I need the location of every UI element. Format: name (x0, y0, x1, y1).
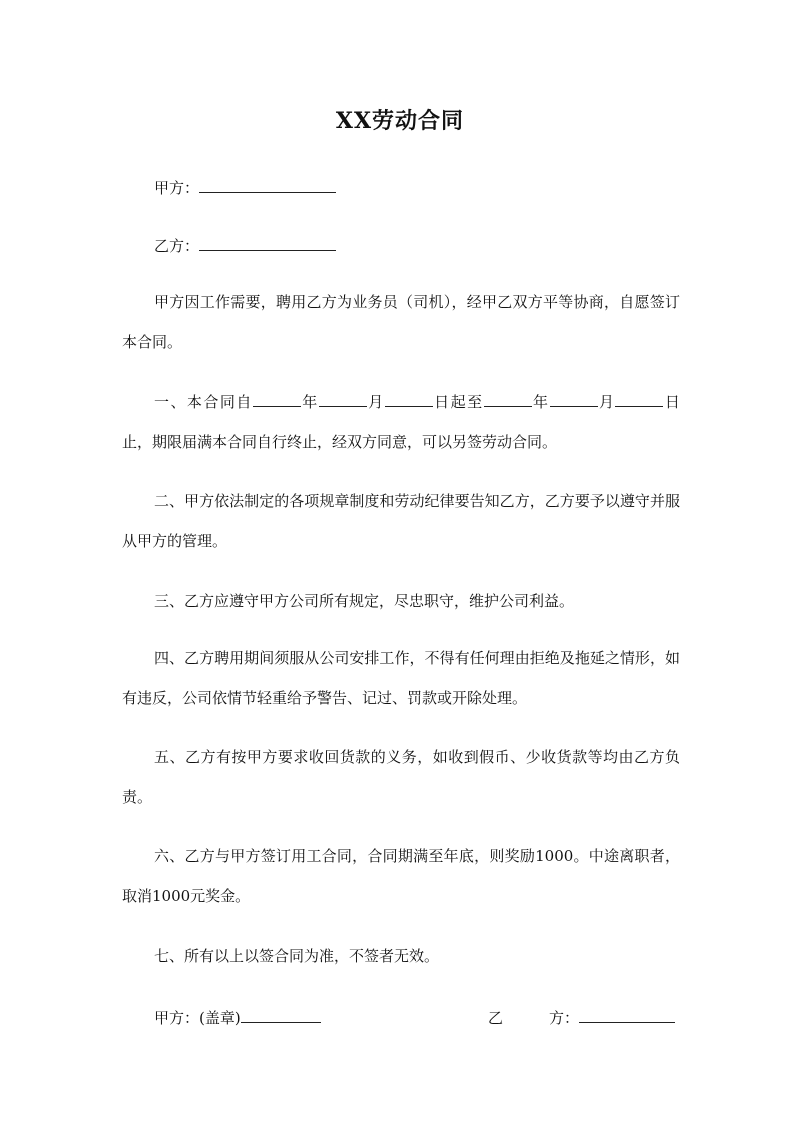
signature-a-label: 甲方：(盖章) (154, 1009, 241, 1027)
clause-1-year-end: 年 (531, 393, 550, 411)
party-a-line (154, 176, 336, 198)
clause-6-paragraph: 六、乙方与甲方签订用工合同，合同期满至年底，则奖励1000。中途离职者，取消1000元奖金。 (122, 847, 680, 905)
clause-1-year: 年 (300, 393, 319, 411)
signature-party-a (154, 1006, 321, 1028)
start-day-blank (385, 390, 433, 407)
clause-1-prefix: 一、本合同自 (154, 393, 253, 411)
start-month-blank (319, 390, 367, 407)
start-year-blank (253, 390, 301, 407)
clause-1-day-end: 日 (663, 393, 680, 411)
clause-1-day-start: 日起至 (432, 393, 484, 411)
clause-1-suffix: 止，期限届满本合同自行终止，经双方同意，可以另签劳动合同。 (122, 433, 558, 451)
party-b-line (154, 234, 336, 256)
party-b-label: 乙方： (154, 237, 200, 255)
clause-3-paragraph: 三、乙方应遵守甲方公司所有规定，尽忠职守，维护公司利益。 (154, 592, 575, 610)
clause-7-paragraph: 七、所有以上以签合同为准，不签者无效。 (154, 947, 440, 965)
end-month-blank (550, 390, 598, 407)
signature-party-b (488, 1006, 675, 1028)
end-day-blank (615, 390, 663, 407)
signature-a-blank (241, 1006, 321, 1023)
end-year-blank (484, 390, 532, 407)
clause-4-paragraph: 四、乙方聘用期间须服从公司安排工作，不得有任何理由拒绝及拖延之情形，如有违反，公司依情节轻重给予警告、记过、罚款或开除处理。 (122, 649, 680, 707)
signature-b-blank (579, 1006, 675, 1023)
clause-1-paragraph (122, 382, 680, 462)
intro-paragraph: 甲方因工作需要，聘用乙方为业务员（司机），经甲乙双方平等协商，自愿签订本合同。 (122, 293, 680, 351)
clause-1-month: 月 (366, 393, 385, 411)
document-title: XX劳动合同 (335, 108, 465, 134)
party-b-blank (199, 234, 336, 251)
clause-2-paragraph: 二、甲方依法制定的各项规章制度和劳动纪律要告知乙方，乙方要予以遵守并服从甲方的管理。 (122, 492, 680, 550)
clause-5-paragraph: 五、乙方有按甲方要求收回货款的义务，如收到假币、少收货款等均由乙方负责。 (122, 748, 680, 806)
party-a-blank (199, 176, 336, 193)
signature-b-char1: 乙 (488, 1009, 504, 1027)
signature-b-char2: 方： (549, 1009, 580, 1027)
party-a-label: 甲方： (154, 179, 200, 197)
clause-1-month-end: 月 (597, 393, 616, 411)
